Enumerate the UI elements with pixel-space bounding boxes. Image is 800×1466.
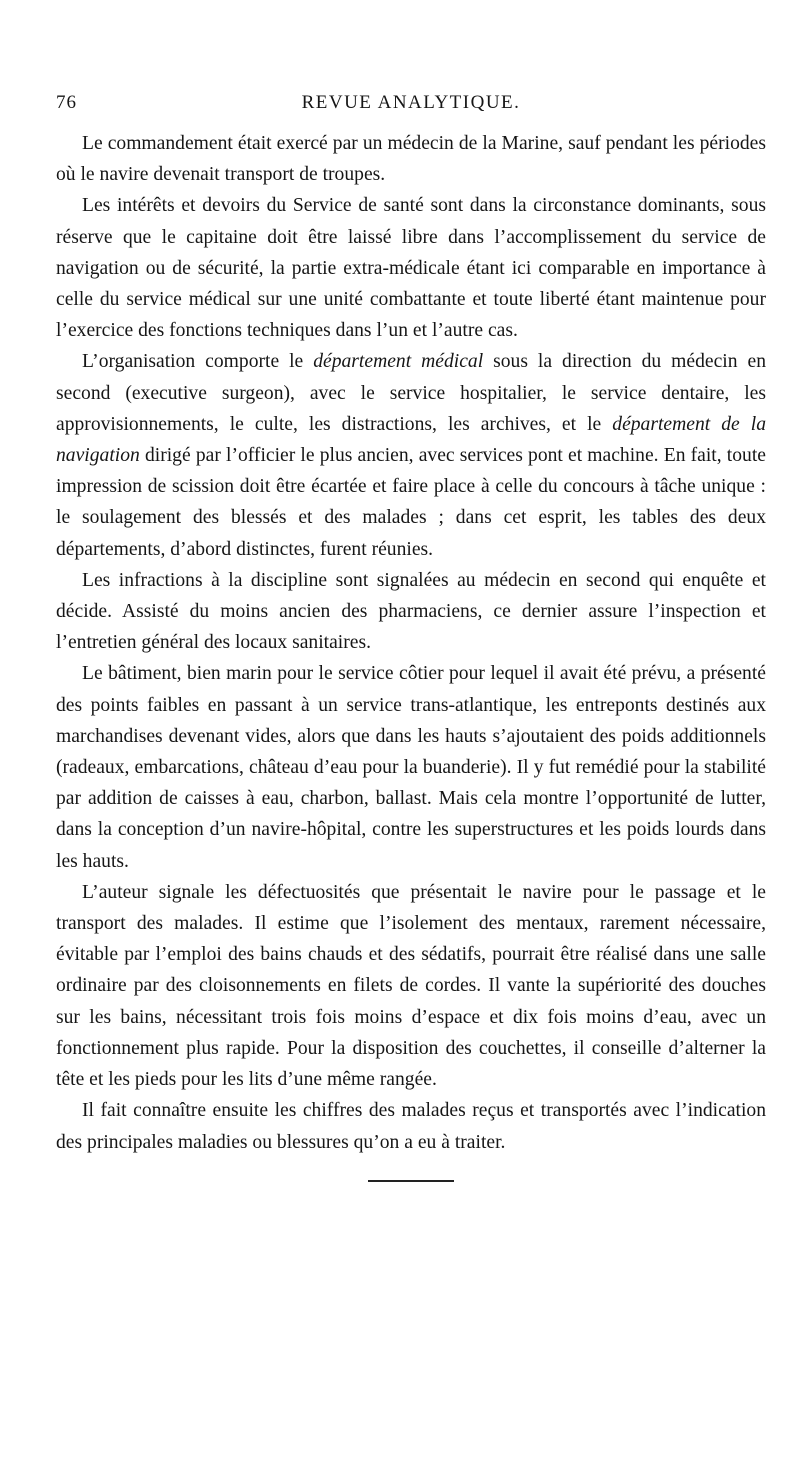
paragraph-text: Il fait connaître ensuite les chiffres des malades reçus et transportés avec l’indication des principales maladies ou blessures qu’on a eu à traiter.	[56, 1100, 766, 1153]
end-rule	[368, 1180, 454, 1182]
paragraph-text: dirigé par l’officier le plus ancien, avec services pont et machine. En fait, toute impression de scission doit être écartée et faire place à celle du concours à tâche unique : le soulagement des blessés et des malades ; dans cet esprit, les tables des deux départements, d’abord distinctes, furent réunies.	[56, 445, 766, 560]
paragraph	[56, 877, 766, 1095]
page-header	[56, 92, 766, 128]
paragraph-text: Les infractions à la discipline sont signalées au médecin en second qui enquête et décide. Assisté du moins ancien des pharmaciens, ce dernier assure l’inspection et l’entretien général des locaux sanitaires.	[56, 569, 766, 654]
running-title: REVUE ANALYTIQUE.	[301, 92, 521, 113]
paragraph-text: Le commandement était exercé par un médecin de la Marine, sauf pendant les périodes où le navire devenait transport de troupes.	[56, 133, 766, 186]
paragraph	[56, 1095, 766, 1157]
body-text	[56, 128, 766, 1158]
paragraph	[56, 565, 766, 659]
paragraph-text: L’auteur signale les défectuosités que présentait le navire pour le passage et le transport des malades. Il estime que l’isolement des mentaux, rarement nécessaire, évitable par l’emploi des bains chauds et des sédatifs, pourrait être réalisé dans une salle ordinaire par des cloisonnements en filets de cordes. Il vante la supériorité des douches sur les bains, nécessitant trois fois moins d’espace et dix fois moins d’eau, avec un fonctionnement plus rapide. Pour la disposition des couchettes, il conseille d’alterner la tête et les pieds pour les lits d’une même rangée.	[56, 881, 766, 1091]
italic-term: département de la navigation	[56, 413, 766, 467]
book-page	[56, 92, 766, 1182]
paragraph	[56, 346, 766, 564]
paragraph	[56, 658, 766, 876]
page-number: 76	[56, 92, 77, 113]
paragraph-text: Le bâtiment, bien marin pour le service côtier pour lequel il avait été prévu, a présenté des points faibles en passant à un service trans-atlantique, les entreponts destinés aux marchandises devenant vides, alors que dans les hauts s’ajoutaient des poids additionnels (radeaux, embarcations, château d’eau pour la buanderie). Il y fut remédié pour la stabilité par addition de caisses à eau, charbon, ballast. Mais cela montre l’opportunité de lutter, dans la conception d’un navire-hôpital, contre les superstructures et les poids lourds dans les hauts.	[56, 663, 766, 872]
paragraph	[56, 128, 766, 190]
paragraph-text: sous la direction du médecin en second (executive surgeon), avec le service hospitalier, le service dentaire, les approvisionnements, le culte, les distractions, les archives, et le	[56, 351, 766, 435]
paragraph	[56, 190, 766, 346]
paragraph-text: Les intérêts et devoirs du Service de santé sont dans la circonstance dominants, sous réserve que le capitaine doit être laissé libre dans l’accomplissement du service de navigation ou de sécurité, la partie extra-médicale étant ici comparable en importance à celle du service médical sur une unité combattante et toute liberté étant maintenue pour l’exercice des fonctions techniques dans l’un et l’autre cas.	[56, 195, 766, 342]
paragraph-text: L’organisation comporte le	[82, 351, 314, 373]
italic-term: département médical	[313, 351, 484, 373]
